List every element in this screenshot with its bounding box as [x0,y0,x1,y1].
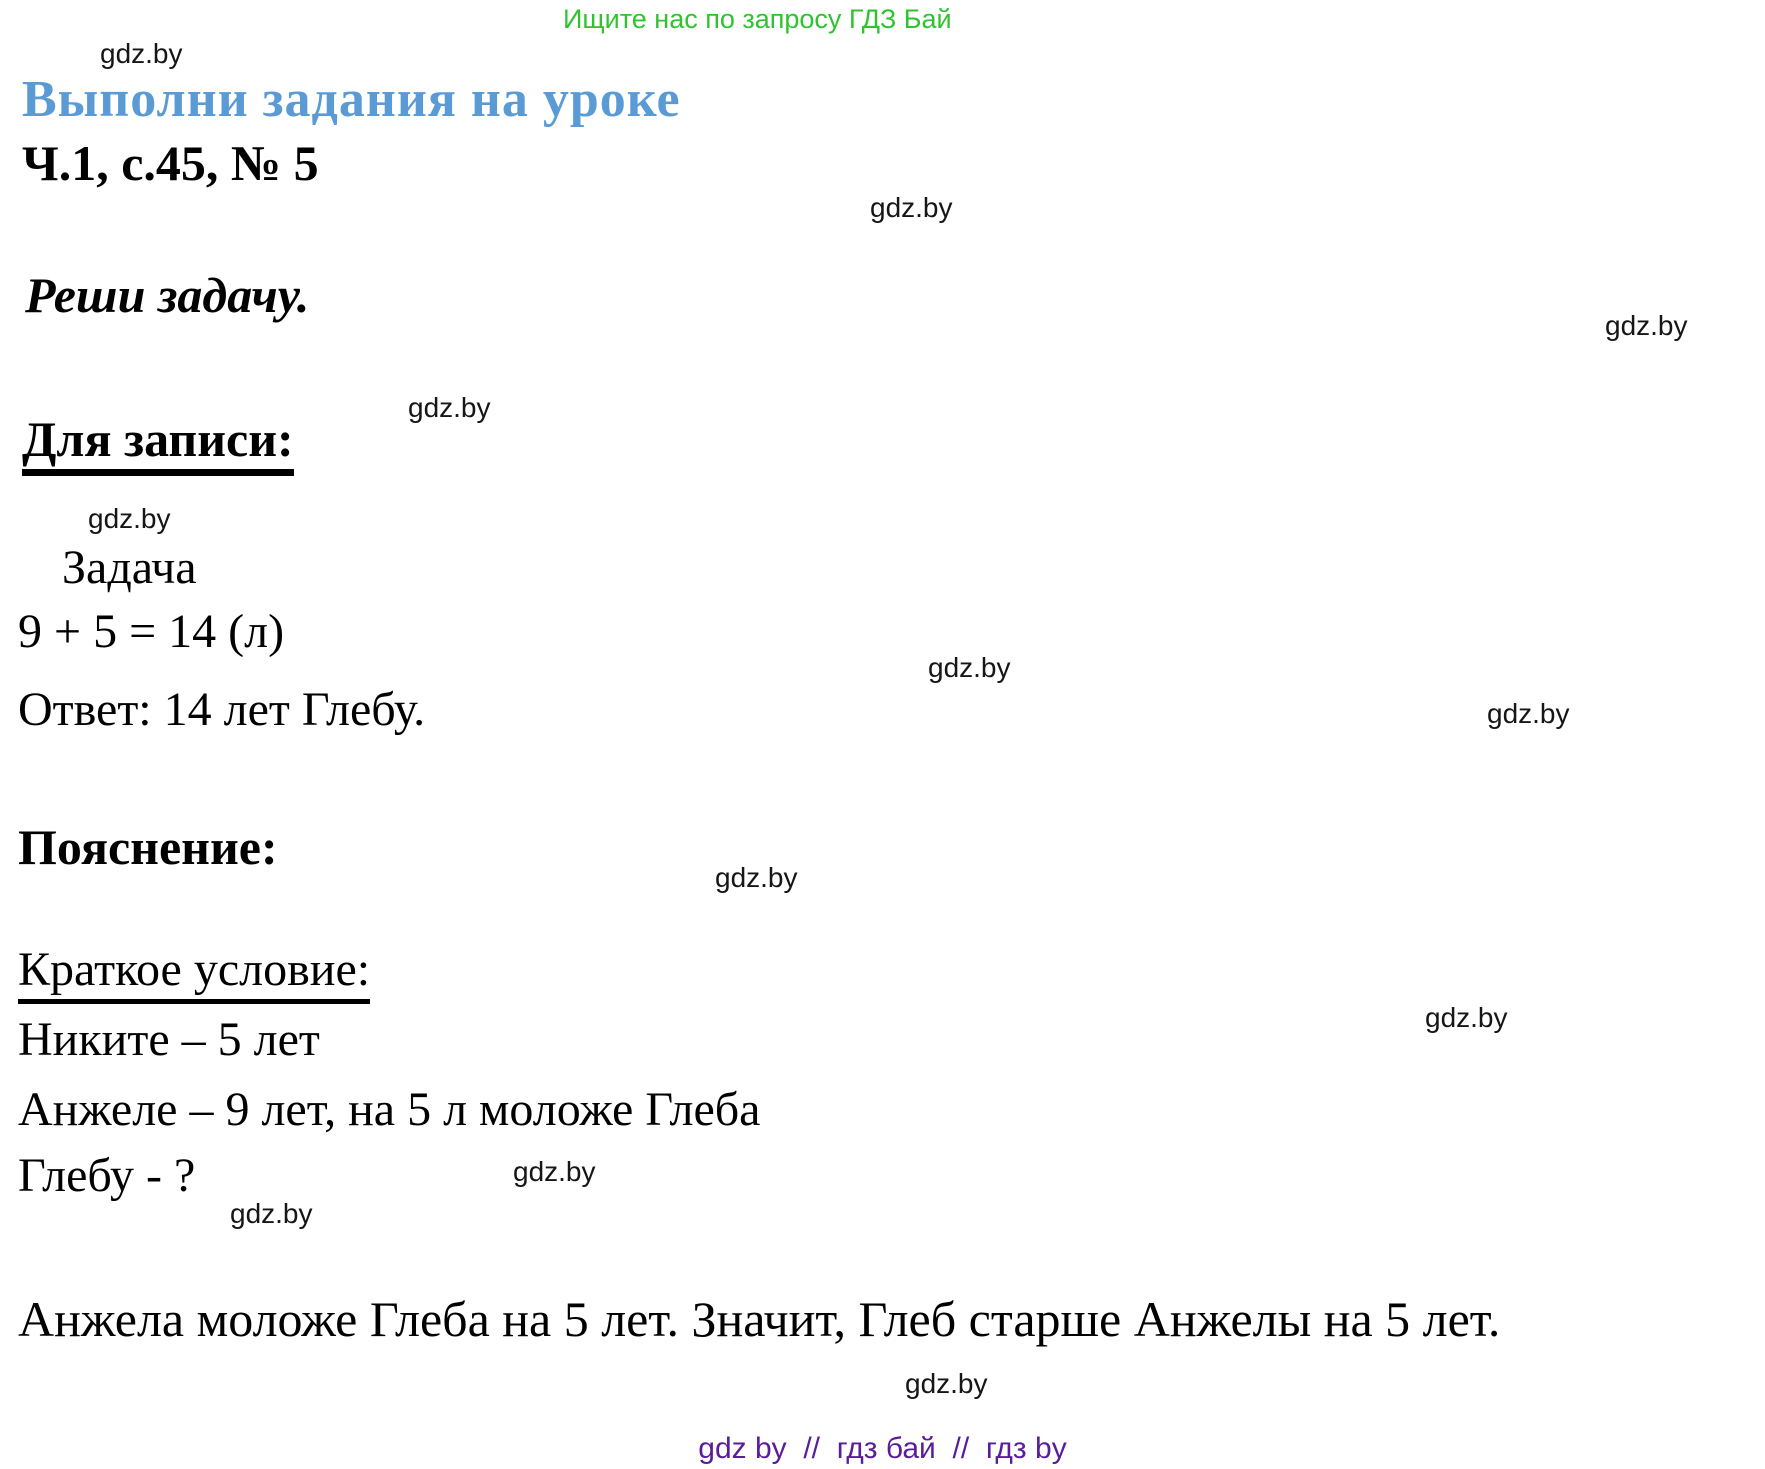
condition-line-anzhela: Анжеле – 9 лет, на 5 л моложе Глеба [18,1083,761,1136]
gdz-watermark: gdz.by [230,1198,313,1229]
gdz-watermark: gdz.by [870,192,953,223]
task-reference: Ч.1, с.45, № 5 [22,135,319,191]
condition-line-nikita: Никите – 5 лет [18,1013,320,1066]
record-section-heading-text: Для записи: [22,410,294,476]
record-section-heading [22,410,294,476]
page-title: Выполни задания на уроке [22,71,681,128]
gdz-watermark: gdz.by [100,38,183,69]
gdz-watermark: gdz.by [928,652,1011,683]
task-instruction: Реши задачу. [25,267,310,323]
gdz-watermark: gdz.by [88,503,171,534]
footer-site-links: gdz by // гдз бай // гдз by [698,1432,1067,1465]
record-line-answer: Ответ: 14 лет Глебу. [18,683,426,736]
gdz-watermark: gdz.by [1605,310,1688,341]
explanation-section-heading: Пояснение: [18,819,278,875]
gdz-watermark: gdz.by [408,392,491,423]
gdz-watermark: gdz.by [715,862,798,893]
promo-banner-text: Ищите нас по запросу ГДЗ Бай [563,4,952,34]
short-condition-heading-text: Краткое условие: [18,942,370,1004]
condition-line-gleb: Глебу - ? [18,1149,196,1202]
record-line-task: Задача [62,541,197,594]
gdz-watermark: gdz.by [1425,1002,1508,1033]
gdz-watermark: gdz.by [513,1156,596,1187]
explanation-paragraph: Анжела моложе Глеба на 5 лет. Значит, Глеб старше Анжелы на 5 лет. [18,1291,1501,1347]
gdz-watermark: gdz.by [1487,698,1570,729]
gdz-watermark: gdz.by [905,1368,988,1399]
record-line-equation: 9 + 5 = 14 (л) [18,605,285,658]
short-condition-heading [18,942,370,1004]
